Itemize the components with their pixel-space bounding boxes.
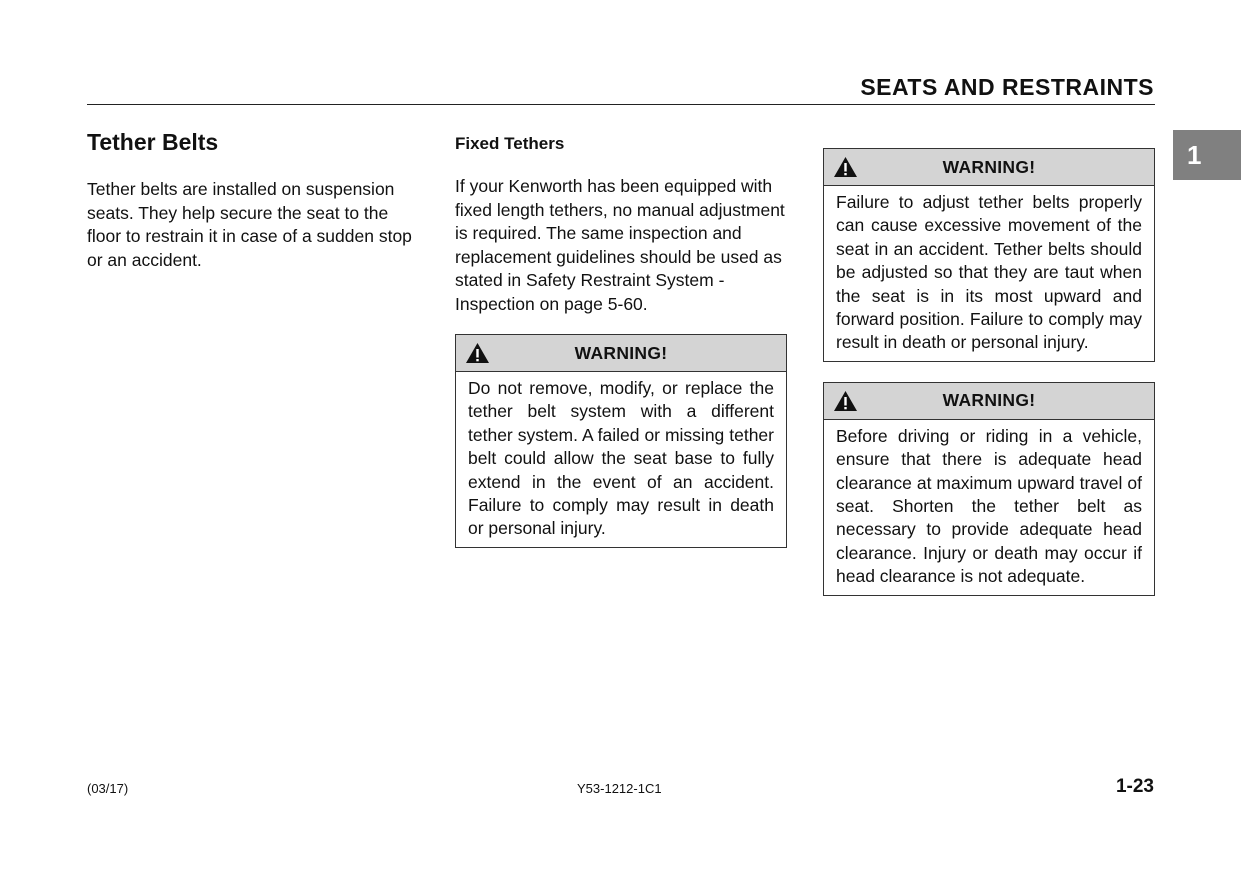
- warning-header: [824, 149, 1154, 186]
- warning-text: Do not remove, modify, or replace the tether belt system with a different tether system. A failed or missing tether belt could allow the seat base to fully extend in the event of an accident. Failure to comply may result in death or personal injury.: [468, 378, 774, 539]
- chapter-tab: [1173, 130, 1241, 180]
- column-2: [455, 133, 787, 548]
- warning-triangle-icon: [833, 390, 858, 412]
- warning-box: [823, 382, 1155, 596]
- warning-header: [824, 383, 1154, 420]
- column-1: [87, 128, 422, 272]
- warning-box: [823, 148, 1155, 362]
- warning-header: [456, 335, 786, 372]
- page-number: 1-23: [1115, 776, 1154, 797]
- warning-title: WARNING!: [574, 342, 668, 363]
- warning-title: WARNING!: [942, 390, 1036, 411]
- warning-triangle-icon: [465, 342, 490, 364]
- warning-box: [455, 334, 787, 548]
- header-divider: [87, 104, 1155, 105]
- tether-belts-heading: Tether Belts: [87, 129, 219, 155]
- warning-text: Failure to adjust tether belts properly can cause excessive movement of the seat in an accident. Tether belts should be adjusted so that they are taut when the seat is in its most upward and forward position. Failure to comply may result in death or personal injury.: [836, 192, 1142, 353]
- section-title: SEATS AND RESTRAINTS: [860, 74, 1154, 100]
- warning-triangle-icon: [833, 156, 858, 178]
- fixed-tethers-paragraph: If your Kenworth has been equipped with fixed length tethers, no manual adjustment is required. The same inspection and replacement guidelines should be used as stated in Safety Restraint System - Inspection on page 5-60.: [455, 176, 785, 314]
- fixed-tethers-heading: Fixed Tethers: [455, 134, 565, 153]
- warning-title: WARNING!: [942, 156, 1036, 177]
- tether-belts-paragraph: Tether belts are installed on suspension seats. They help secure the seat to the floor to restrain it in case of a sudden stop or an accident.: [87, 179, 412, 270]
- footer-doc-number: Y53-1212-1C1: [577, 781, 662, 796]
- warning-text: Before driving or riding in a vehicle, ensure that there is adequate head clearance at maximum upward travel of seat. Shorten the tether belt as necessary to provide adequate head clearance. Injury or death may occur if head clearance is not adequate.: [836, 425, 1142, 587]
- footer-date: (03/17): [87, 781, 129, 796]
- chapter-tab-number: 1: [1187, 139, 1202, 170]
- column-3: [823, 148, 1155, 596]
